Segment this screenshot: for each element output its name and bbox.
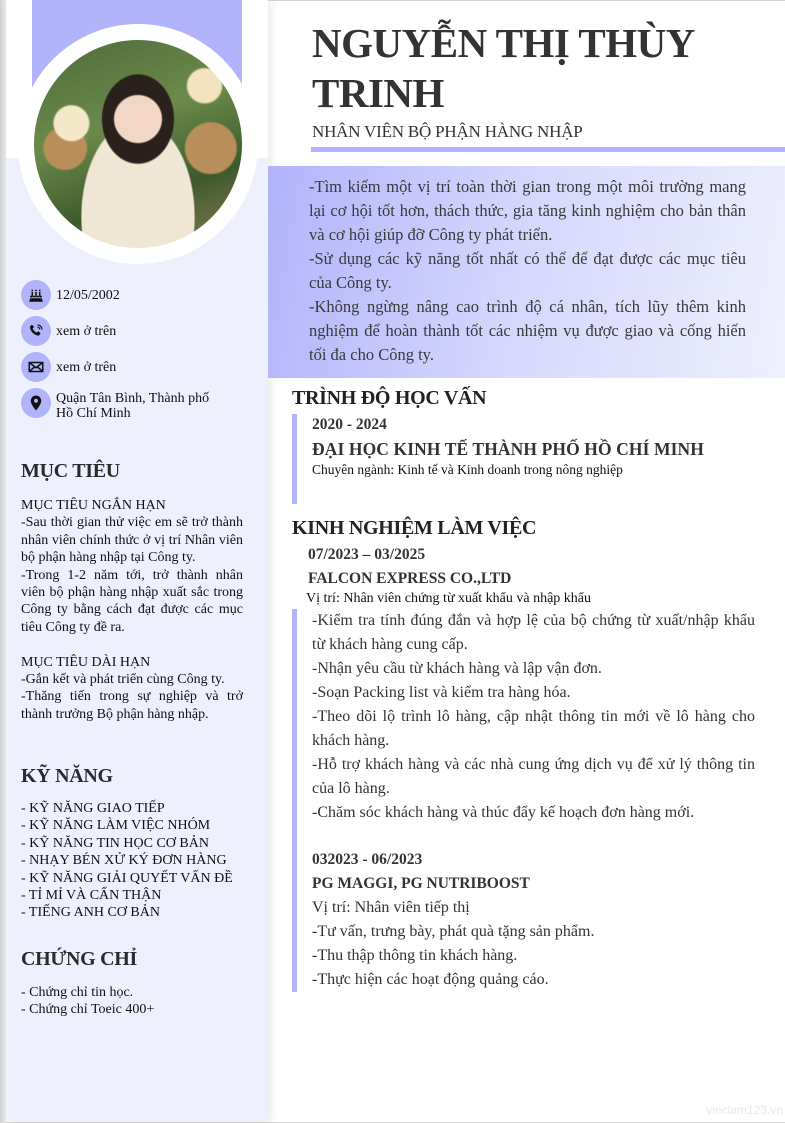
long-term-item: -Thăng tiến trong sự nghiệp và trở thành trưởng Bộ phận hàng nhập. xyxy=(21,689,243,722)
short-term-item: -Sau thời gian thử việc em sẽ trở thành nhân viên chính thức ở vị trí Nhân viên bộ phận hàng nhập tại Công ty. xyxy=(21,515,243,566)
job-company: PG MAGGI, PG NUTRIBOOST xyxy=(312,875,530,892)
duty-item: -Soạn Packing list và kiểm tra hàng hóa. xyxy=(312,684,571,701)
contact-item-address xyxy=(21,388,261,421)
summary-text xyxy=(309,175,746,367)
contact-list xyxy=(21,280,261,427)
education-date: 2020 - 2024 xyxy=(312,416,387,433)
location-pin-icon xyxy=(21,388,51,418)
phone-icon xyxy=(21,316,51,346)
job-duties-falcon xyxy=(312,609,755,825)
address-text: Quận Tân Bình, Thành phố Hồ Chí Minh xyxy=(56,391,210,421)
duty-item: -Kiểm tra tính đúng đắn và hợp lệ của bộ chứng từ xuất/nhập khẩu từ khách hàng cung cấp. xyxy=(312,612,755,653)
job-entry-pg xyxy=(312,851,530,893)
skills-title: KỸ NĂNG xyxy=(21,765,113,787)
skills-list xyxy=(21,800,261,922)
certificates-list xyxy=(21,984,261,1019)
phone-text: xem ở trên xyxy=(56,324,117,339)
job-company: FALCON EXPRESS CO.,LTD xyxy=(308,570,512,587)
summary-item: -Không ngừng nâng cao trình độ cá nhân, tích lũy thêm kinh nghiệm để hoàn thành tốt các nhiệm vụ được giao và cống hiến tối đa cho Công ty. xyxy=(309,297,746,364)
skill-item: - KỸ NĂNG GIAO TIẾP xyxy=(21,801,165,816)
education-title: TRÌNH ĐỘ HỌC VẤN xyxy=(292,387,487,409)
skill-item: - KỸ NĂNG GIẢI QUYẾT VẤN ĐỀ xyxy=(21,870,233,886)
short-term-item: -Trong 1-2 năm tới, trở thành nhân viên bộ phận hàng nhập xuất sắc trong Công ty bằng cách đạt được các mục tiêu Công ty đề ra. xyxy=(21,567,243,635)
skill-item: - TIẾNG ANH CƠ BẢN xyxy=(21,905,160,921)
email-text: xem ở trên xyxy=(56,360,117,375)
skill-item: - TỈ MỈ VÀ CẨN THẬN xyxy=(21,888,162,904)
experience-title: KINH NGHIỆM LÀM VIỆC xyxy=(292,517,537,539)
job-title: NHÂN VIÊN BỘ PHẬN HÀNG NHẬP xyxy=(312,122,583,141)
objectives-title: MỤC TIÊU xyxy=(21,460,120,482)
certificates-title: CHỨNG CHỈ xyxy=(21,948,138,970)
long-term-item: -Gắn kết và phát triển cùng Công ty. xyxy=(21,672,225,688)
watermark: vieclam123.vn xyxy=(706,1103,783,1117)
objectives-body xyxy=(21,497,243,723)
job-entry-falcon xyxy=(308,546,591,607)
duty-item: -Theo dõi lộ trình lô hàng, cập nhật thông tin mới về lô hàng cho khách hàng. xyxy=(312,708,755,749)
certificate-item: - Chứng chỉ Toeic 400+ xyxy=(21,1002,155,1018)
skill-item: - KỸ NĂNG TIN HỌC CƠ BẢN xyxy=(21,835,209,851)
contact-item-birthday xyxy=(21,280,261,310)
job-position: Vị trí: Nhân viên chứng từ xuất khẩu và nhập khẩu xyxy=(306,591,591,606)
education-school: ĐẠI HỌC KINH TẾ THÀNH PHỐ HỒ CHÍ MINH xyxy=(312,439,704,459)
experience-accent-bar xyxy=(292,609,297,992)
contact-item-email xyxy=(21,352,261,382)
duty-item: -Hỗ trợ khách hàng và các nhà cung ứng dịch vụ để xử lý thông tin của lô hàng. xyxy=(312,756,755,797)
job-date: 032023 - 06/2023 xyxy=(312,851,423,868)
job-date: 07/2023 – 03/2025 xyxy=(308,546,426,563)
duty-item: -Chăm sóc khách hàng và thúc đẩy kế hoạch đơn hàng mới. xyxy=(312,804,695,821)
job-position: Vị trí: Nhân viên tiếp thị xyxy=(312,899,470,916)
candidate-name: NGUYỄN THỊ THÙY TRINH xyxy=(312,20,694,116)
email-icon xyxy=(21,352,51,382)
education-major: Chuyên ngành: Kinh tế và Kinh doanh trong nông nghiệp xyxy=(312,462,623,477)
title-divider xyxy=(311,147,785,152)
duty-item: -Thực hiện các hoạt động quảng cáo. xyxy=(312,971,549,988)
duty-item: -Nhận yêu cầu từ khách hàng và lập vận đơn. xyxy=(312,660,602,677)
skill-item: - KỸ NĂNG LÀM VIỆC NHÓM xyxy=(21,818,211,834)
birthday-text: 12/05/2002 xyxy=(56,288,120,303)
skill-item: - NHẠY BÉN XỬ KÝ ĐƠN HÀNG xyxy=(21,853,227,869)
job-duties-pg xyxy=(312,896,755,992)
long-term-heading: MỤC TIÊU DÀI HẠN xyxy=(21,654,151,670)
summary-item: -Sử dụng các kỹ năng tốt nhất có thể để đạt được các mục tiêu của Công ty. xyxy=(309,249,746,292)
summary-item: -Tìm kiếm một vị trí toàn thời gian trong một môi trường mang lại cơ hội tốt hơn, thách thức, gia tăng kinh nghiệm cho bản thân và cơ hội giúp đỡ Công ty phát triển. xyxy=(309,177,746,244)
contact-item-phone xyxy=(21,316,261,346)
short-term-heading: MỤC TIÊU NGẮN HẠN xyxy=(21,498,166,513)
avatar xyxy=(34,40,242,248)
certificate-item: - Chứng chỉ tin học. xyxy=(21,985,134,1000)
duty-item: -Thu thập thông tin khách hàng. xyxy=(312,947,518,964)
education-accent-bar xyxy=(292,414,297,504)
duty-item: -Tư vấn, trưng bày, phát quà tặng sản phẩm. xyxy=(312,923,595,940)
birthday-cake-icon xyxy=(21,280,51,310)
